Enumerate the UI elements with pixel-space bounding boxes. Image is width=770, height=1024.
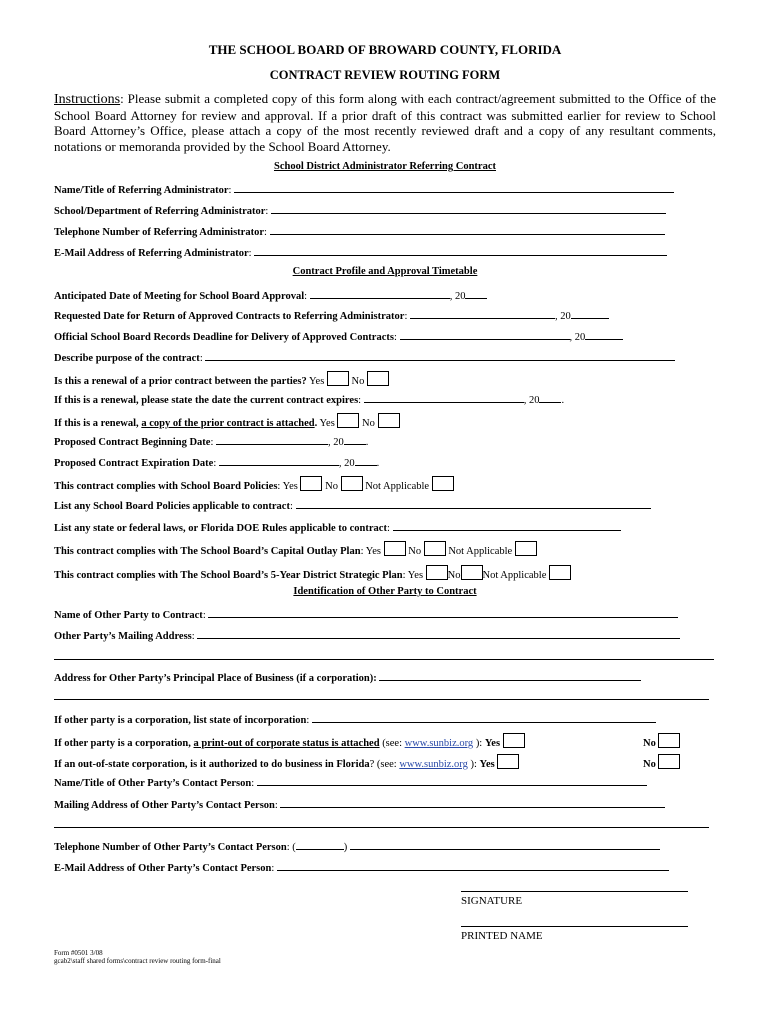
signature-line[interactable] (461, 891, 688, 892)
row-begin-date: Proposed Contract Beginning Date: , 20 . (54, 434, 368, 449)
outofstate-yes-checkbox[interactable] (497, 754, 519, 769)
copy-yes-checkbox[interactable] (337, 413, 359, 428)
printed-name-label: PRINTED NAME (461, 930, 543, 942)
row-purpose: Describe purpose of the contract: (54, 350, 675, 365)
row-return-date: Requested Date for Return of Approved Contracts to Referring Administrator: , 20 (54, 308, 609, 323)
row-strategic: This contract complies with The School Board’s 5-Year District Strategic Plan: Yes No Not Applicable (54, 565, 571, 582)
expiration-date-field[interactable] (219, 455, 339, 466)
row-email: E-Mail Address of Referring Administrator: (54, 245, 667, 260)
strategic-no-checkbox[interactable] (461, 565, 483, 580)
row-policies: This contract complies with School Board Policies: Yes No Not Applicable (54, 476, 454, 493)
row-other-mailing: Other Party’s Mailing Address: (54, 628, 680, 643)
principal-address-field[interactable] (379, 670, 641, 681)
row-expiration-date: Proposed Contract Expiration Date: , 20 . (54, 455, 379, 470)
meeting-year-field[interactable] (465, 288, 487, 299)
printout-no-group: No (643, 733, 680, 750)
laws-list-field[interactable] (393, 520, 621, 531)
sunbiz-link[interactable]: www.sunbiz.org (404, 738, 474, 749)
sunbiz-link-2[interactable]: www.sunbiz.org (399, 759, 468, 770)
row-laws-list: List any state or federal laws, or Florida DOE Rules applicable to contract: (54, 520, 621, 535)
row-contact-mailing: Mailing Address of Other Party’s Contact Person: (54, 797, 665, 812)
policies-na-checkbox[interactable] (432, 476, 454, 491)
contact-area-code-field[interactable] (296, 839, 344, 850)
begin-year-field[interactable] (344, 434, 366, 445)
telephone-field[interactable] (270, 224, 665, 235)
signature-label: SIGNATURE (461, 895, 523, 907)
row-name-title: Name/Title of Referring Administrator: (54, 182, 674, 197)
policies-list-field[interactable] (296, 498, 651, 509)
row-meeting-date: Anticipated Date of Meeting for School Board Approval: , 20 (54, 288, 487, 303)
row-state-incorp: If other party is a corporation, list state of incorporation: (54, 712, 656, 727)
school-dept-field[interactable] (271, 203, 666, 214)
instructions-text: : Please submit a completed copy of this form along with each contract/agreement submitted to the Office of the School Board Attorney for review and approval. If a prior draft of this contract was submitted earlier for review to School Board Attorney’s Office, please attach a copy of the most recently reviewed draft and a copy of any resultant comments, notations or memoranda provided by the School Board Attorney. (54, 91, 716, 154)
capital-yes-checkbox[interactable] (384, 541, 406, 556)
principal-address-line-2[interactable] (54, 699, 709, 700)
renewal-yes-checkbox[interactable] (327, 371, 349, 386)
strategic-yes-checkbox[interactable] (426, 565, 448, 580)
form-title: THE SCHOOL BOARD OF BROWARD COUNTY, FLORIDA (208, 42, 562, 57)
contact-email-field[interactable] (277, 860, 669, 871)
section-profile: Contract Profile and Approval Timetable (292, 266, 478, 277)
state-incorp-field[interactable] (312, 712, 656, 723)
policies-no-checkbox[interactable] (341, 476, 363, 491)
row-outofstate: If an out-of-state corporation, is it authorized to do business in Florida? (see: www.sunbiz.org ): Yes (54, 754, 519, 771)
records-deadline-field[interactable] (400, 329, 570, 340)
row-principal-address: Address for Other Party’s Principal Place of Business (if a corporation): (54, 670, 641, 685)
row-prior-copy: If this is a renewal, a copy of the prior contract is attached. Yes No (54, 413, 400, 430)
purpose-field[interactable] (205, 350, 675, 361)
row-renewal: Is this a renewal of a prior contract between the parties? Yes No (54, 371, 389, 388)
form-subtitle: CONTRACT REVIEW ROUTING FORM (269, 68, 501, 82)
begin-date-field[interactable] (216, 434, 328, 445)
capital-na-checkbox[interactable] (515, 541, 537, 556)
outofstate-no-checkbox[interactable] (658, 754, 680, 769)
expire-year-field[interactable] (539, 392, 561, 403)
strategic-na-checkbox[interactable] (549, 565, 571, 580)
form-number: Form #0501 3/08 (54, 949, 103, 957)
expiration-year-field[interactable] (355, 455, 377, 466)
records-year-field[interactable] (585, 329, 623, 340)
contact-mailing-line-2[interactable] (54, 827, 709, 828)
row-expire: If this is a renewal, please state the date the current contract expires: , 20 . (54, 392, 564, 407)
instructions-label: Instructions (54, 92, 121, 107)
row-contact-name: Name/Title of Other Party’s Contact Person: (54, 775, 647, 790)
capital-no-checkbox[interactable] (424, 541, 446, 556)
copy-no-checkbox[interactable] (378, 413, 400, 428)
file-path: gcab2\staff shared forms\contract review routing form-final (54, 957, 221, 965)
section-referring: School District Administrator Referring Contract (273, 161, 496, 172)
outofstate-no-group: No (643, 754, 680, 771)
return-date-field[interactable] (410, 308, 555, 319)
expire-date-field[interactable] (364, 392, 524, 403)
contact-name-field[interactable] (257, 775, 647, 786)
printout-no-checkbox[interactable] (658, 733, 680, 748)
row-telephone: Telephone Number of Referring Administrator: (54, 224, 665, 239)
section-other-party: Identification of Other Party to Contract (293, 586, 477, 597)
instructions (54, 91, 716, 154)
row-other-name: Name of Other Party to Contract: (54, 607, 678, 622)
row-policies-list: List any School Board Policies applicable to contract: (54, 498, 651, 513)
row-records-deadline: Official School Board Records Deadline for Delivery of Approved Contracts: , 20 (54, 329, 623, 344)
printout-yes-checkbox[interactable] (503, 733, 525, 748)
row-school-dept: School/Department of Referring Administrator: (54, 203, 666, 218)
name-title-field[interactable] (234, 182, 674, 193)
policies-yes-checkbox[interactable] (300, 476, 322, 491)
contact-phone-field[interactable] (350, 839, 660, 850)
renewal-no-checkbox[interactable] (367, 371, 389, 386)
row-contact-email: E-Mail Address of Other Party’s Contact Person: (54, 860, 669, 875)
row-contact-phone: Telephone Number of Other Party’s Contact Person: ( ) (54, 839, 660, 854)
other-mailing-field[interactable] (197, 628, 680, 639)
other-name-field[interactable] (208, 607, 678, 618)
contact-mailing-field[interactable] (280, 797, 665, 808)
meeting-date-field[interactable] (310, 288, 450, 299)
row-capital: This contract complies with The School Board’s Capital Outlay Plan: Yes No Not Applicable (54, 541, 537, 558)
email-field[interactable] (254, 245, 667, 256)
row-printout: If other party is a corporation, a print-out of corporate status is attached (see: www.sunbiz.org ): Yes (54, 733, 525, 750)
return-year-field[interactable] (571, 308, 609, 319)
other-mailing-line-2[interactable] (54, 659, 714, 660)
printed-name-line[interactable] (461, 926, 688, 927)
